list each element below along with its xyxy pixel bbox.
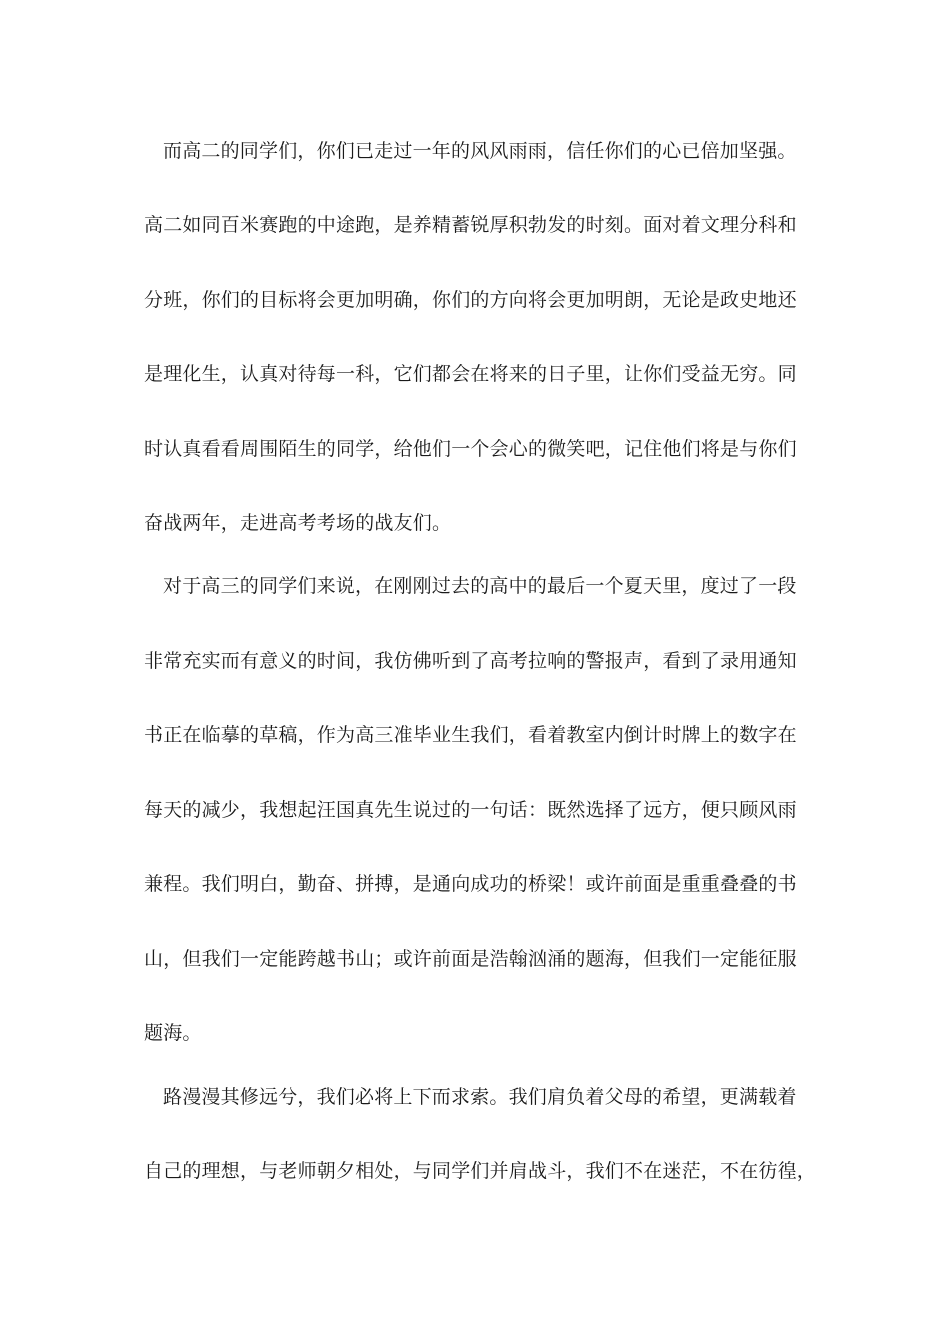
text-line: 兼程。我们明白，勤奋、拼搏，是通向成功的桥梁！或许前面是重重叠叠的书 [144,873,797,895]
text-line: 奋战两年，走进高考考场的战友们。 [144,512,452,534]
text-line: 自己的理想，与老师朝夕相处，与同学们并肩战斗，我们不在迷茫，不在彷徨， [144,1160,817,1182]
text-line: 对于高三的同学们来说，在刚刚过去的高中的最后一个夏天里，度过了一段 [163,575,797,597]
text-line: 书正在临摹的草稿，作为高三准毕业生我们，看着教室内倒计时牌上的数字在 [144,724,797,746]
text-line: 高二如同百米赛跑的中途跑，是养精蓄锐厚积勃发的时刻。面对着文理分科和 [144,214,797,236]
text-line: 时认真看看周围陌生的同学，给他们一个会心的微笑吧，记住他们将是与你们 [144,438,797,460]
text-line: 而高二的同学们，你们已走过一年的风风雨雨，信任你们的心已倍加坚强。 [163,140,797,162]
text-line: 分班，你们的目标将会更加明确，你们的方向将会更加明朗，无论是政史地还 [144,289,797,311]
text-line: 路漫漫其修远兮，我们必将上下而求索。我们肩负着父母的希望，更满载着 [163,1086,797,1108]
text-line: 非常充实而有意义的时间，我仿佛听到了高考拉响的警报声，看到了录用通知 [144,650,797,672]
text-line: 每天的减少，我想起汪国真先生说过的一句话：既然选择了远方，便只顾风雨 [144,799,797,821]
text-line: 题海。 [144,1022,202,1044]
text-line: 山，但我们一定能跨越书山；或许前面是浩翰汹涌的题海，但我们一定能征服 [144,948,797,970]
text-line: 是理化生，认真对待每一科，它们都会在将来的日子里，让你们受益无穷。同 [144,363,797,385]
